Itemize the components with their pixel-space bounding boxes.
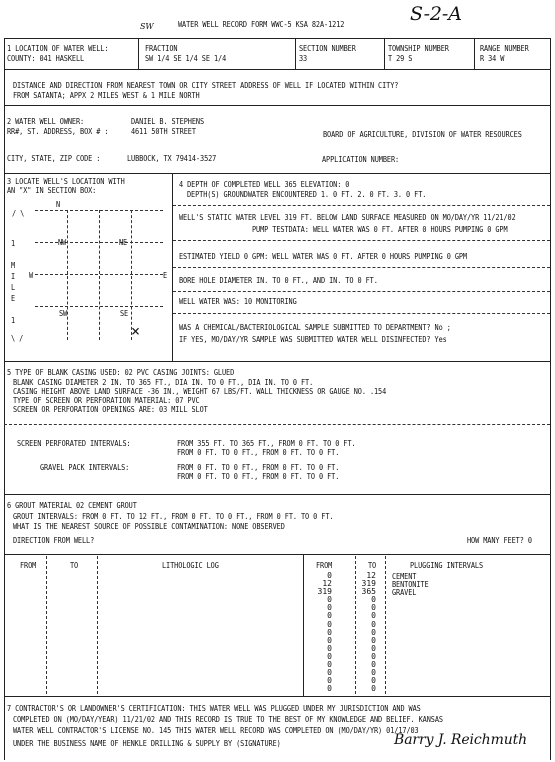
locate-label: 3 LOCATE WELL'S LOCATION WITH xyxy=(7,177,125,186)
owner-name: DANIEL B. STEPHENS xyxy=(131,117,205,126)
grid-line xyxy=(67,210,68,340)
plug-value: 0 xyxy=(371,627,376,637)
grout-intervals: GROUT INTERVALS: FROM 0 FT. TO 12 FT., FROM 0 FT. TO 0 FT., FROM 0 FT. TO 0 FT. xyxy=(13,512,334,521)
plug-value: 0 xyxy=(371,660,376,670)
rule xyxy=(4,554,550,555)
e-label: E xyxy=(163,271,168,280)
screen-interval-2: FROM 0 FT. TO 0 FT., FROM 0 FT. TO 0 FT. xyxy=(177,448,340,457)
plug-value: 0 xyxy=(371,651,376,661)
plug-value: 0 xyxy=(371,611,376,621)
plug-value: 0 xyxy=(327,684,332,694)
rule xyxy=(4,494,550,495)
range-value: R 34 W xyxy=(480,54,505,63)
arrow-glyph: / \ xyxy=(12,209,25,218)
rule xyxy=(173,291,550,292)
chemical-sample: WAS A CHEMICAL/BACTERIOLOGICAL SAMPLE SUBMITTED TO DEPARTMENT? No ; xyxy=(179,323,451,332)
fraction-value: SW 1/4 SE 1/4 SE 1/4 xyxy=(145,54,227,63)
pump-test-data: PUMP TESTDATA: WELL WATER WAS 0 FT. AFTER 0 HOURS PUMPING 0 GPM xyxy=(252,225,508,234)
sw-label: SW xyxy=(59,309,68,318)
casing-height: CASING HEIGHT ABOVE LAND SURFACE -36 IN., WEIGHT 67 LBS/FT. WALL THICKNESS OR GAUGE NO. .154 xyxy=(13,387,387,396)
blank-casing-type: 5 TYPE OF BLANK CASING USED: 02 PVC CASING JOINTS: GLUED xyxy=(7,368,235,377)
plug-value: 0 xyxy=(371,619,376,629)
county: COUNTY: 041 HASKELL xyxy=(7,54,85,63)
address-label: RR#, ST. ADDRESS, BOX # : xyxy=(7,127,109,136)
form-title: WATER WELL RECORD FORM WWC-5 KSA 82A-1212 xyxy=(178,20,345,29)
column-rule xyxy=(46,556,47,694)
section-label: SECTION NUMBER xyxy=(299,44,356,53)
mile-letter: E xyxy=(11,294,16,303)
plug-value: 0 xyxy=(371,595,376,605)
township-value: T 29 S xyxy=(388,54,413,63)
plug-value: 0 xyxy=(327,611,332,621)
plugging-intervals-header: PLUGGING INTERVALS xyxy=(410,561,484,570)
well-location-x-mark: × xyxy=(131,322,140,340)
certification-line-2: COMPLETED ON (MO/DAY/YEAR) 11/21/02 AND THIS RECORD IS TRUE TO THE BEST OF MY KNOWLEDGE AND BELIEF. KANSAS xyxy=(13,715,443,724)
static-water-level: WELL'S STATIC WATER LEVEL 319 FT. BELOW LAND SURFACE MEASURED ON MO/DAY/YR 11/21/02 xyxy=(179,213,516,222)
owner-label: 2 WATER WELL OWNER: xyxy=(7,117,85,126)
grout-material: 6 GROUT MATERIAL 02 CEMENT GROUT xyxy=(7,501,137,510)
mile-letter: L xyxy=(11,283,16,292)
rule xyxy=(4,696,550,697)
rule xyxy=(173,240,550,241)
frame-right xyxy=(550,38,551,760)
gravel-interval-1: FROM 0 FT. TO 0 FT., FROM 0 FT. TO 0 FT. xyxy=(177,463,340,472)
board-text: BOARD OF AGRICULTURE, DIVISION OF WATER RESOURCES xyxy=(323,130,522,139)
column-rule xyxy=(97,556,98,694)
plug-value: 0 xyxy=(371,603,376,613)
gravel-interval-2: FROM 0 FT. TO 0 FT., FROM 0 FT. TO 0 FT. xyxy=(177,472,340,481)
plug-value: 0 xyxy=(327,668,332,678)
rule xyxy=(4,361,550,362)
log-to-header: TO xyxy=(70,561,79,570)
plug-value: 0 xyxy=(371,635,376,645)
plug-value: 0 xyxy=(371,643,376,653)
rule xyxy=(4,105,550,106)
rule xyxy=(173,267,550,268)
rule xyxy=(4,424,550,425)
plug-value: 0 xyxy=(371,676,376,686)
plug-value: 0 xyxy=(327,571,332,580)
bore-hole-diameter: BORE HOLE DIAMETER IN. TO 0 FT., AND IN. TO 0 FT. xyxy=(179,276,378,285)
contamination-source: WHAT IS THE NEAREST SOURCE OF POSSIBLE CONTAMINATION: NONE OBSERVED xyxy=(13,522,285,531)
location-label: 1 LOCATION OF WATER WELL: xyxy=(7,44,109,53)
city-value: LUBBOCK, TX 79414-3527 xyxy=(127,154,217,163)
frame-left xyxy=(4,38,5,760)
plug-value: 0 xyxy=(327,627,332,637)
plug-value: 0 xyxy=(327,660,332,670)
mile-letter: 1 xyxy=(11,239,16,248)
log-from-header: FROM xyxy=(20,561,37,570)
plug-from-header: FROM xyxy=(316,561,333,570)
certification-line-3: WATER WELL CONTRACTOR'S LICENSE NO. 145 THIS WATER WELL RECORD WAS COMPLETED ON (MO/DAY/YR) 01/17/03 xyxy=(13,726,419,735)
plug-value: 0 xyxy=(371,668,376,678)
plug-desc-1: CEMENT xyxy=(392,572,417,581)
stamp-number: S-2-A xyxy=(410,3,462,25)
frame-top xyxy=(4,38,550,39)
ne-label: NE xyxy=(119,238,128,247)
plug-to-column xyxy=(354,572,376,693)
signature: Barry J. Reichmuth xyxy=(394,732,528,748)
certification-line-4: UNDER THE BUSINESS NAME OF HENKLE DRILLING & SUPPLY BY (SIGNATURE) xyxy=(13,739,281,748)
rule xyxy=(4,69,550,70)
screen-material: TYPE OF SCREEN OR PERFORATION MATERIAL: 07 PVC xyxy=(13,396,200,405)
plug-value: 0 xyxy=(327,676,332,686)
address-value: 4611 50TH STREET xyxy=(131,127,196,136)
distance-value: FROM SATANTA; APPX 2 MILES WEST & 1 MILE NORTH xyxy=(13,91,200,100)
section-value: 33 xyxy=(299,54,308,63)
plug-value: 12 xyxy=(322,579,332,589)
how-many-feet: HOW MANY FEET? 0 xyxy=(467,536,532,545)
plug-value: 0 xyxy=(371,684,376,694)
rule xyxy=(173,313,550,314)
grid-line xyxy=(99,210,100,340)
range-label: RANGE NUMBER xyxy=(480,44,529,53)
plug-value: 0 xyxy=(327,651,332,661)
groundwater-depths: DEPTH(S) GROUNDWATER ENCOUNTERED 1. 0 FT. 2. 0 FT. 3. 0 FT. xyxy=(187,190,427,199)
plug-value: 0 xyxy=(327,643,332,653)
nw-label: NW xyxy=(58,238,67,247)
plug-value: 0 xyxy=(327,635,332,645)
divider xyxy=(138,38,139,69)
plug-value: 319 xyxy=(317,587,332,597)
plug-desc-2: BENTONITE xyxy=(392,580,429,589)
certification-line-1: 7 CONTRACTOR'S OR LANDOWNER'S CERTIFICATION: THIS WATER WELL WAS PLUGGED UNDER MY JURISDICTION AND WAS xyxy=(7,704,421,713)
township-label: TOWNSHIP NUMBER xyxy=(388,44,449,53)
fraction-label: FRACTION xyxy=(145,44,178,53)
lithologic-log-header: LITHOLOGIC LOG xyxy=(162,561,219,570)
plug-value: 0 xyxy=(327,619,332,629)
divider xyxy=(474,38,475,69)
plug-value: 0 xyxy=(327,595,332,605)
grid-line xyxy=(131,210,132,340)
plug-value: 12 xyxy=(366,571,376,580)
rule xyxy=(4,173,550,174)
plug-from-column xyxy=(304,572,332,693)
w-label: W xyxy=(29,271,34,280)
mile-letter: I xyxy=(11,272,16,281)
plug-value: 0 xyxy=(327,603,332,613)
screen-openings: SCREEN OR PERFORATION OPENINGS ARE: 03 MILL SLOT xyxy=(13,405,208,414)
divider xyxy=(384,38,385,69)
north-label: N xyxy=(56,200,61,209)
divider xyxy=(295,38,296,69)
mile-letter: M xyxy=(11,261,16,270)
distance-label: DISTANCE AND DIRECTION FROM NEAREST TOWN OR CITY STREET ADDRESS OF WELL IF LOCATED WITHIN CITY? xyxy=(13,81,399,90)
sample-submitted-disinfected: IF YES, MO/DAY/YR SAMPLE WAS SUBMITTED WATER WELL DISINFECTED? Yes xyxy=(179,335,447,344)
rule xyxy=(173,205,550,206)
arrow-glyph: \ / xyxy=(11,334,24,343)
application-number-label: APPLICATION NUMBER: xyxy=(322,155,400,164)
direction-from-well: DIRECTION FROM WELL? xyxy=(13,536,95,545)
plug-to-header: TO xyxy=(368,561,377,570)
gravel-pack-label: GRAVEL PACK INTERVALS: xyxy=(40,463,130,472)
well-water-use: WELL WATER WAS: 10 MONITORING xyxy=(179,297,297,306)
sw-mark: SW xyxy=(140,22,154,31)
se-label: SE xyxy=(120,309,129,318)
section-grid xyxy=(35,210,163,340)
screen-perforated-label: SCREEN PERFORATED INTERVALS: xyxy=(17,439,131,448)
plug-value: 319 xyxy=(361,579,376,589)
mile-letter: 1 xyxy=(11,316,16,325)
screen-interval-1: FROM 355 FT. TO 365 FT., FROM 0 FT. TO 0 FT. xyxy=(177,439,356,448)
plug-value: 365 xyxy=(361,587,376,597)
column-rule xyxy=(385,556,386,694)
locate-label-2: AN "X" IN SECTION BOX: xyxy=(7,186,97,195)
city-label: CITY, STATE, ZIP CODE : xyxy=(7,154,101,163)
estimated-yield: ESTIMATED YIELD 0 GPM: WELL WATER WAS 0 FT. AFTER 0 HOURS PUMPING 0 GPM xyxy=(179,252,467,261)
blank-casing-diameter: BLANK CASING DIAMETER 2 IN. TO 365 FT., DIA IN. TO 0 FT., DIA IN. TO 0 FT. xyxy=(13,378,314,387)
plug-desc-3: GRAVEL xyxy=(392,588,417,597)
depth-completed: 4 DEPTH OF COMPLETED WELL 365 ELEVATION: 0 xyxy=(179,180,350,189)
